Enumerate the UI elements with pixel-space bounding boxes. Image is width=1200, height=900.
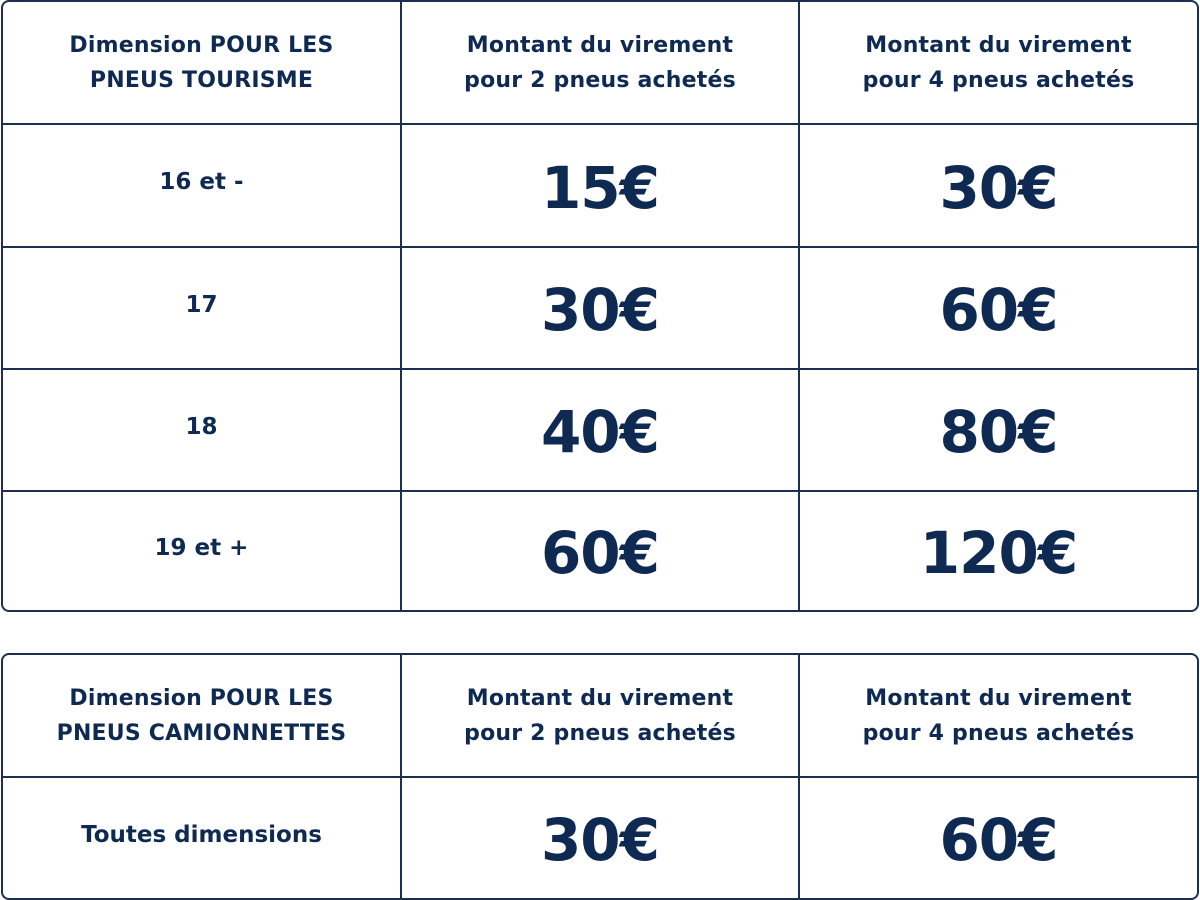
- tourisme-row-amount-4: [800, 492, 1197, 610]
- header-label: Montant du virement pour 2 pneus achetés: [464, 685, 736, 746]
- amount-value: 60€: [540, 519, 660, 587]
- camionnettes-rebate-table: [1, 653, 1199, 900]
- tourisme-rebate-table: [1, 0, 1199, 612]
- tourisme-row-amount-2: [402, 125, 800, 248]
- tourisme-header-dimension: [3, 2, 402, 125]
- dimension-value: 17: [185, 291, 218, 318]
- header-label: Dimension POUR LES PNEUS CAMIONNETTES: [56, 685, 347, 746]
- header-label: Dimension POUR LES PNEUS TOURISME: [69, 32, 334, 93]
- tourisme-row-amount-2: [402, 492, 800, 610]
- camionnettes-header-amount-2: [402, 655, 800, 778]
- tourisme-header-amount-2: [402, 2, 800, 125]
- header-label: Montant du virement pour 2 pneus achetés: [464, 32, 736, 93]
- amount-value: 60€: [939, 276, 1058, 344]
- amount-value: 60€: [939, 806, 1058, 874]
- camionnettes-header-dimension: [3, 655, 402, 778]
- dimension-value: 19 et +: [154, 534, 249, 561]
- camionnettes-header-amount-4: [800, 655, 1197, 778]
- tourisme-row-dimension: [3, 370, 402, 492]
- camionnettes-row-dimension: [3, 778, 402, 898]
- tourisme-row-amount-2: [402, 370, 800, 492]
- dimension-value: Toutes dimensions: [81, 821, 322, 848]
- tourisme-row-amount-4: [800, 248, 1197, 370]
- dimension-value: 16 et -: [159, 169, 244, 195]
- camionnettes-row-amount-4: [800, 778, 1197, 898]
- header-label: Montant du virement pour 4 pneus achetés: [862, 685, 1135, 746]
- tourisme-header-amount-4: [800, 2, 1197, 125]
- amount-value: 30€: [540, 806, 660, 874]
- camionnettes-row-amount-2: [402, 778, 800, 898]
- tourisme-row-amount-2: [402, 248, 800, 370]
- amount-value: 40€: [540, 398, 660, 466]
- header-label: Montant du virement pour 4 pneus achetés: [862, 32, 1135, 93]
- amount-value: 80€: [939, 398, 1058, 466]
- tourisme-row-amount-4: [800, 370, 1197, 492]
- amount-value: 120€: [919, 519, 1078, 587]
- tourisme-row-dimension: [3, 492, 402, 610]
- amount-value: 15€: [540, 153, 660, 222]
- amount-value: 30€: [939, 153, 1058, 222]
- tourisme-row-dimension: [3, 248, 402, 370]
- tourisme-row-amount-4: [800, 125, 1197, 248]
- tourisme-row-dimension: [3, 125, 402, 248]
- dimension-value: 18: [185, 413, 218, 440]
- amount-value: 30€: [540, 276, 660, 344]
